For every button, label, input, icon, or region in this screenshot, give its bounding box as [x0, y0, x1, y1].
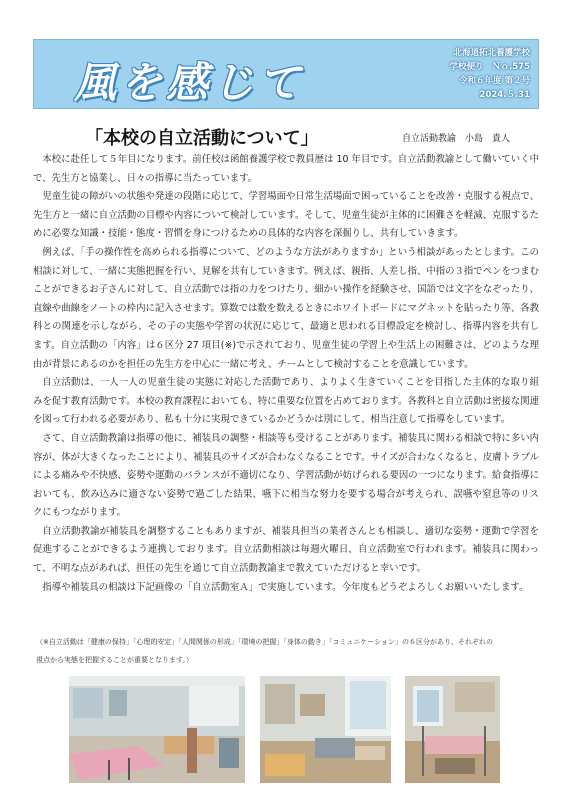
school-name: 北海道拓北養護学校 [453, 48, 530, 58]
paragraph: 例えば、「手の操作性を高められる指導について、どのような方法がありますか」という相談があったとします。この相談に対して、一緒に実態把握を行い、見解を共有していきます。例えば、親指、人差し指、中指の３指でペンをつまむことができるお子さんに対して、自立活動では指の力をつけたり、細かい操作を経験させ、国語では文字をなぞったり、直線や曲線をノートの枠内に記入させます。算数では数を数えるときにホワイトボードにマグネットを貼ったり等、各教科との関連を示しながら、その子の実態や学習の状況に応じて、最適と思われる目標設定を検討し、指導内容を共有します。自立活動の「内容」は６区分 27 項目(※)で示されており、児童生徒の学習上や生活上の困難さは、どのような理由が背景にあるのかを担任の先生方を中心に一緒に考え、チームとして検討することを意識しています。 [33, 246, 539, 370]
paragraph: 児童生徒の障がいの状態や発達の段階に応じて、学習場面や日常生活場面で困っていることを改善・克服する視点で、先生方と一緒に自立活動の目標や内容について検討しています。そして、児童生徒が主体的に困難さを軽減、克服するために必要な知識・技能・態度・習慣を身につけるための具体的な内容を深掘りし、共有していきます。 [33, 191, 539, 240]
paragraph: 自立活動教諭が補装具を調整することもありますが、補装具担当の業者さんとも相談し、適切な姿勢・運動で学習を促進することができるよう連携しております。自立活動相談は毎週火曜日、自立活動室で行われます。補装具に関わって、不明な点があれば、担任の先生を通じて自立活動教諭まで教えていただけると幸いです。 [33, 525, 539, 575]
paragraph: さて、自立活動教諭は指導の他に、補装具の調整・相談等も受けることがあります。補装具に関わる相談で特に多い内容が、体が大きくなったことにより、補装具のサイズが合わなくなることです。サイズが合わなくなると、皮膚トラブルによる痛みや不快感、姿勢や運動のバランスが不適切になり、学習活動が妨げられる要因の一つになります。給食指導においても、飲み込みに適さない姿勢で過ごした結果、嚥下に相当な努力を要する場合が考えられ、誤嚥や窒息等のリスクにもつながります。 [33, 432, 539, 519]
footnote-line: 視点から実態を把握することが重要となります。） [36, 656, 193, 664]
paragraph: 自立活動は、一人一人の児童生徒の実態に対応した活動であり、よりよく生きていくことを目指した主体的な取り組みを促す教育活動です。本校の教育課程においても、特に重要な位置を占めております。各教科と自立活動は密接な関連を図って行われる必要があり、私も十分に実現できているかどうかは別にして、相当注意して指導をしています。 [33, 377, 539, 426]
gym-room-photo [69, 676, 245, 783]
masthead-info [450, 46, 530, 102]
therapy-room-photo [405, 676, 500, 783]
paragraph: 指導や補装具の相談は下記画像の「自立活動室Ａ」で実施しています。今年度もどうぞよろしくお願いいたします。 [42, 581, 529, 593]
activity-room-photo [260, 676, 391, 783]
article-body [33, 151, 539, 597]
newsletter-title: 風を感じて [74, 58, 305, 107]
issue-number: 学校便り Ｎｏ.575 [449, 62, 530, 72]
issue-date: 2024.５.31 [479, 90, 530, 100]
year-issue: 令和６年度 第２号 [459, 76, 530, 86]
masthead-banner [33, 39, 539, 109]
footnote-line: （※自立活動は「健康の保持」「心理的安定」「人間関係の形成」「環境の把握」「身体の動き」「コミュニケーション」の６区分があり、それぞれの [36, 638, 493, 646]
paragraph: 本校に赴任して５年目になります。前任校は函館養護学校で教員歴は 10 年目です。自立活動教諭として働いていく中で、先生方と協業し、日々の指導に当たっています。 [33, 154, 539, 184]
article-author: 自立活動教諭 小島 貴人 [402, 134, 511, 144]
article-headline: 「本校の自立活動について」 [85, 128, 319, 149]
footnote [36, 633, 536, 669]
